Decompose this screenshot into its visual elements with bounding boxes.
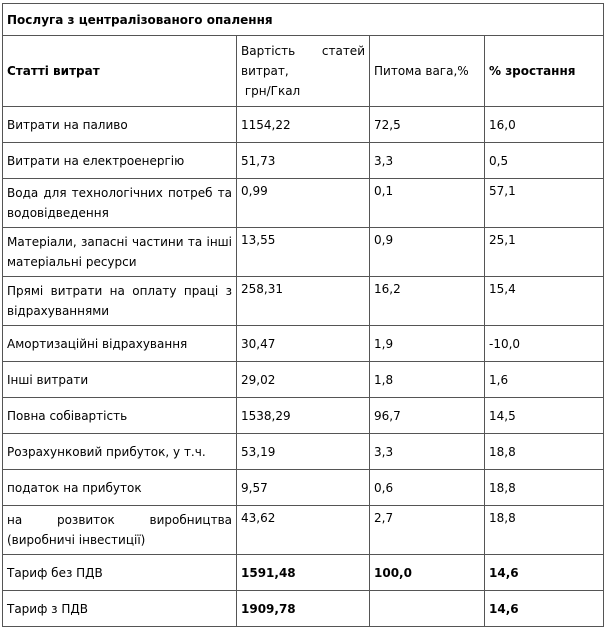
row-value: 29,02 [237,362,370,398]
row-item: Прямі витрати на оплату праці з відрахуваннями [3,277,237,326]
row-share: 0,6 [370,470,485,506]
row-growth: 14,5 [485,398,604,434]
table-row [3,326,604,362]
row-share: 0,1 [370,179,485,228]
row-share: 0,9 [370,228,485,277]
row-growth: 14,6 [485,591,604,627]
row-value: 43,62 [237,506,370,555]
row-share [370,591,485,627]
row-value: 1154,22 [237,107,370,143]
header-item: Статті витрат [3,36,237,107]
row-item: Витрати на електроенергію [3,143,237,179]
row-item: Витрати на паливо [3,107,237,143]
row-growth: 18,8 [485,434,604,470]
table-row [3,143,604,179]
row-item: Амортизаційні відрахування [3,326,237,362]
row-item: на розвиток виробництва (виробничі інвестиції) [3,506,237,555]
row-growth: 14,6 [485,555,604,591]
row-item: Тариф без ПДВ [3,555,237,591]
table-row [3,228,604,277]
row-value: 1538,29 [237,398,370,434]
row-share: 3,3 [370,143,485,179]
row-growth: 18,8 [485,470,604,506]
table-row [3,470,604,506]
row-value: 1909,78 [237,591,370,627]
table-header-row [3,36,604,107]
table-caption-row [3,4,604,36]
row-value: 53,19 [237,434,370,470]
table-row [3,277,604,326]
row-value: 30,47 [237,326,370,362]
header-growth: % зростання [485,36,604,107]
row-value: 258,31 [237,277,370,326]
row-value: 9,57 [237,470,370,506]
table-row [3,555,604,591]
table-row [3,362,604,398]
row-growth: 18,8 [485,506,604,555]
row-share: 100,0 [370,555,485,591]
table-row [3,107,604,143]
row-growth: 25,1 [485,228,604,277]
row-item: Розрахунковий прибуток, у т.ч. [3,434,237,470]
row-growth: -10,0 [485,326,604,362]
row-growth: 0,5 [485,143,604,179]
row-item: Тариф з ПДВ [3,591,237,627]
row-item: Повна собівартість [3,398,237,434]
row-value: 51,73 [237,143,370,179]
table-title: Послуга з централізованого опалення [7,12,273,27]
table-row [3,434,604,470]
row-growth: 16,0 [485,107,604,143]
row-share: 2,7 [370,506,485,555]
header-value: Вартість статей витрат, грн/Гкал [237,36,370,107]
row-share: 1,9 [370,326,485,362]
row-value: 0,99 [237,179,370,228]
table-caption [3,4,604,36]
row-growth: 1,6 [485,362,604,398]
row-item: податок на прибуток [3,470,237,506]
table-row [3,591,604,627]
row-item: Інші витрати [3,362,237,398]
table-row [3,506,604,555]
tariff-table [2,3,604,627]
row-growth: 15,4 [485,277,604,326]
row-share: 72,5 [370,107,485,143]
row-value: 13,55 [237,228,370,277]
row-item: Вода для технологічних потреб та водовідведення [3,179,237,228]
row-share: 3,3 [370,434,485,470]
row-share: 16,2 [370,277,485,326]
row-value: 1591,48 [237,555,370,591]
row-share: 96,7 [370,398,485,434]
table-row [3,179,604,228]
table-row [3,398,604,434]
row-share: 1,8 [370,362,485,398]
row-item: Матеріали, запасні частини та інші матеріальні ресурси [3,228,237,277]
header-share: Питома вага,% [370,36,485,107]
row-growth: 57,1 [485,179,604,228]
